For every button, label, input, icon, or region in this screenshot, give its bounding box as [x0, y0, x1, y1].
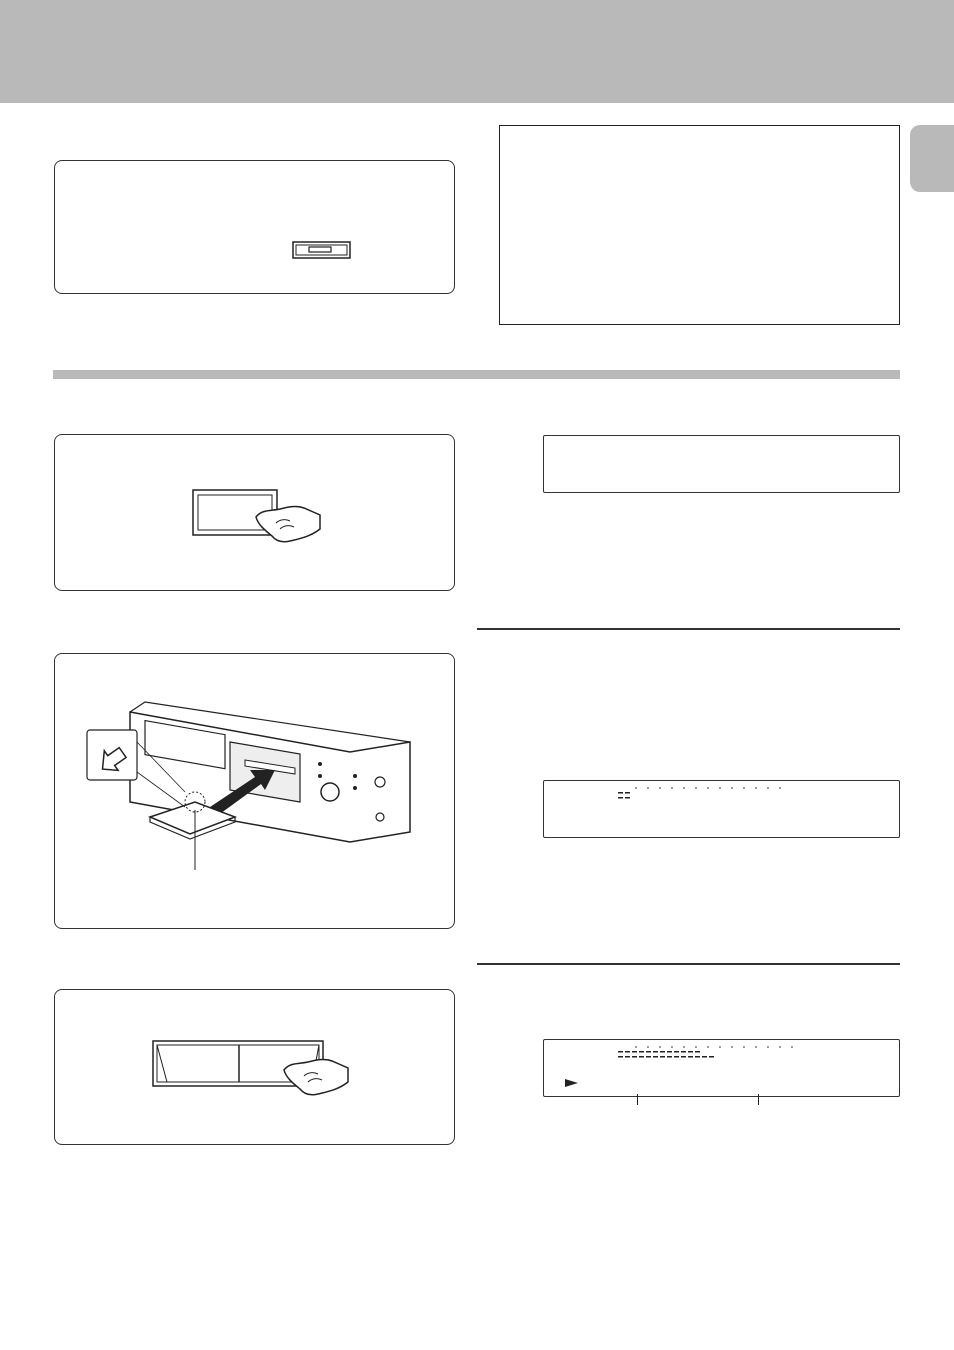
play-display	[543, 1039, 900, 1097]
callout-line	[637, 1094, 638, 1105]
header-bar	[0, 0, 954, 103]
section-tab	[910, 125, 954, 192]
level-meter-display	[543, 780, 900, 838]
disc-insertion-figure	[54, 653, 455, 929]
display-panel	[543, 435, 900, 493]
divider	[477, 628, 900, 630]
button-press-figure	[54, 434, 455, 591]
level-meter-icon	[618, 1044, 798, 1064]
level-meter-icon	[618, 785, 798, 805]
hand-press-icon	[152, 1040, 362, 1102]
section-divider	[53, 370, 900, 379]
divider	[477, 963, 900, 965]
play-indicator-icon	[564, 1078, 580, 1088]
power-switch-icon	[292, 241, 352, 261]
note-box	[499, 125, 900, 325]
callout-line	[758, 1094, 759, 1105]
hand-press-icon	[192, 489, 342, 547]
deck-insert-icon	[85, 692, 425, 872]
play-pause-figure	[54, 989, 455, 1145]
power-switch-figure	[54, 160, 455, 294]
